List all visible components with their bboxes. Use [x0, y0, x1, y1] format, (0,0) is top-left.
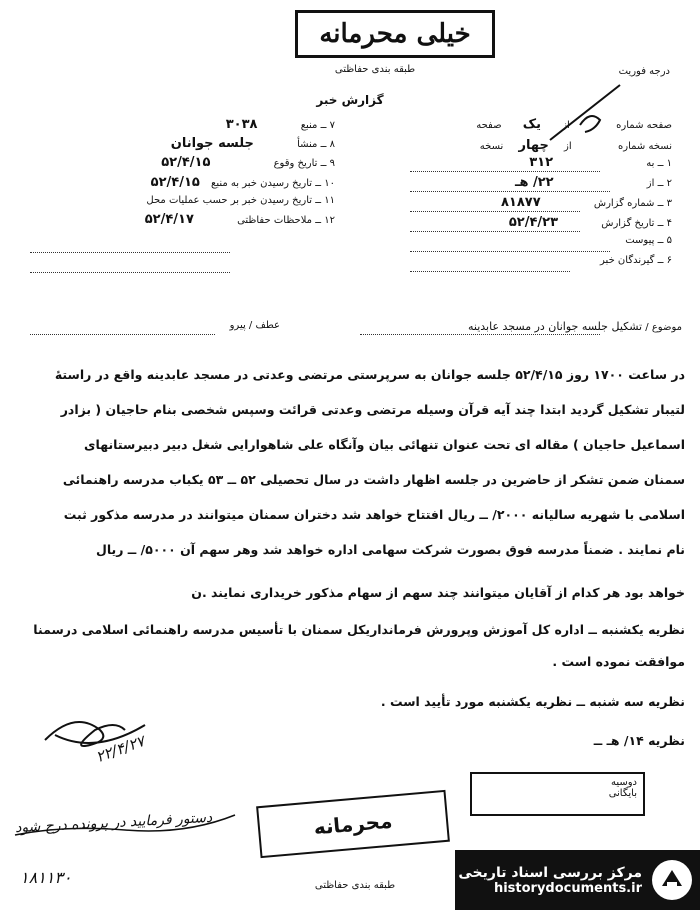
watermark-url: historydocuments.ir — [493, 880, 642, 896]
subject-line: موضوع / تشکیل جلسه جوانان در مسجد عابدینه — [468, 320, 682, 333]
report-title: گزارش خبر — [316, 93, 384, 107]
copy-number-field: نسخه شماره از چهار نسخه — [479, 138, 672, 153]
body-line: لتیبار تشکیل گردید ابتدا چند آیه قرآن وسیله مرتضی وعدتی قرائت وسپس شخصی بنام حاجیان ( بزادر — [60, 402, 685, 417]
archive-logo-icon — [650, 858, 694, 902]
archive-stamp: دوسیه بایگانی — [470, 772, 645, 816]
field-attachment: ۵ ــ پیوست — [625, 235, 672, 246]
field-report-date: ۴ ــ تاریخ گزارش ۵۲/۴/۲۳ — [508, 215, 672, 230]
handwriting-scribble-icon — [10, 805, 240, 845]
body-line: در ساعت ۱۷۰۰ روز ۵۲/۴/۱۵ جلسه جوانان به سرپرستی مرتضی وعدتی در مسجد عابدینه واقع در راستهٔ — [54, 367, 685, 382]
follow-label: عطف / پیرو — [229, 320, 280, 331]
confidential-stamp: محرمانه — [256, 790, 450, 858]
body-line: اسلامی با شهریه سالیانه ۲۰۰۰/ ــ ریال افتتاح خواهد شد دختران سمنان میتوانند در مدرسه مذکور ثبت — [63, 507, 685, 522]
body-line: اسماعیل حاجیان ) مقاله ای تحت عنوان تنهائی بیان وآنگاه علی شاهوارایی شغل دبیر دبیرستانهای — [84, 437, 685, 452]
body-line: نظریه سه شنبه ــ نظریه یکشنبه مورد تأیید است . — [380, 694, 685, 709]
dotted-line — [410, 271, 570, 272]
watermark-banner — [455, 850, 700, 910]
classification-bottom: طبقه بندی حفاظتی — [314, 880, 396, 891]
dotted-line — [410, 231, 580, 232]
urgency-label: درجه فوریت — [618, 66, 670, 77]
dotted-line — [410, 211, 580, 212]
body-line: سمنان ضمن تشکر از حاضرین در جلسه اظهار داشت در سال تحصیلی ۵۲ ــ ۵۳ یکباب مدرسه راهنمائی — [62, 472, 685, 487]
field-from: ۲ ــ از ۲۲/ هـ — [515, 175, 672, 190]
field-recipients: ۶ ــ گیرندگان خبر — [600, 255, 672, 266]
dotted-line — [410, 191, 610, 192]
handwritten-mark-icon — [540, 80, 630, 160]
field-occurrence-date: ۹ ــ تاریخ وقوع ۵۲/۴/۱۵ — [161, 155, 335, 170]
field-security-notes: ۱۲ ــ ملاحظات حفاظتی ۵۲/۴/۱۷ — [144, 212, 335, 227]
body-line: نظریه ۱۴/ هـ ــ — [593, 733, 685, 748]
dotted-line — [360, 334, 600, 335]
archive-number: ۱۸۱۱۳۰ — [20, 868, 72, 887]
field-origin: ۸ ــ منشأ جلسه جوانان — [170, 136, 335, 151]
dotted-line — [30, 252, 230, 253]
field-source: ۷ ــ منبع ۳۰۳۸ — [225, 117, 335, 132]
field-local-date: ۱۱ ــ تاریخ رسیدن خبر بر حسب عملیات محل — [146, 195, 335, 206]
field-source-date: ۱۰ ــ تاریخ رسیدن خبر به منبع ۵۲/۴/۱۵ — [150, 175, 335, 190]
body-line: نام نمایند . ضمناً مدرسه فوق بصورت شرکت سهامی اداره خواهد شد وهر سهم آن ۵۰۰۰/ ــ ریال — [95, 542, 685, 557]
page-number-field: صفحه شماره از یک صفحه — [476, 117, 672, 132]
body-line: خواهد بود هر کدام از آقایان میتوانند چند سهم از سهام مذکور خریداری نمایند .ن — [191, 585, 685, 600]
secrecy-stamp-text: خیلی محرمانه — [319, 19, 471, 49]
dotted-line — [30, 334, 215, 335]
classification-top: طبقه بندی حفاظتی — [334, 64, 416, 75]
field-report-number: ۳ ــ شماره گزارش ۸۱۸۷۷ — [500, 195, 672, 210]
dotted-line — [410, 251, 610, 252]
watermark-title: مرکز بررسی اسناد تاریخی — [458, 864, 642, 881]
dotted-line — [410, 171, 600, 172]
top-secrecy-stamp — [295, 10, 495, 58]
handwritten-note: دستور فرمایید در پرونده درج شود — [14, 809, 213, 837]
dotted-line — [30, 272, 230, 273]
body-line: نظریه یکشنبه ــ اداره کل آموزش وپرورش فرمانداریکل سمنان با تأسیس مدرسه راهنمائی اسلامی درسمنا — [33, 622, 685, 637]
handwritten-date: ۲۲/۴/۲۷ — [93, 731, 147, 767]
watermark-text — [455, 865, 650, 896]
body-line: موافقت نموده است . — [552, 654, 685, 669]
field-to: ۱ ــ به ۳۱۲ — [529, 155, 672, 170]
